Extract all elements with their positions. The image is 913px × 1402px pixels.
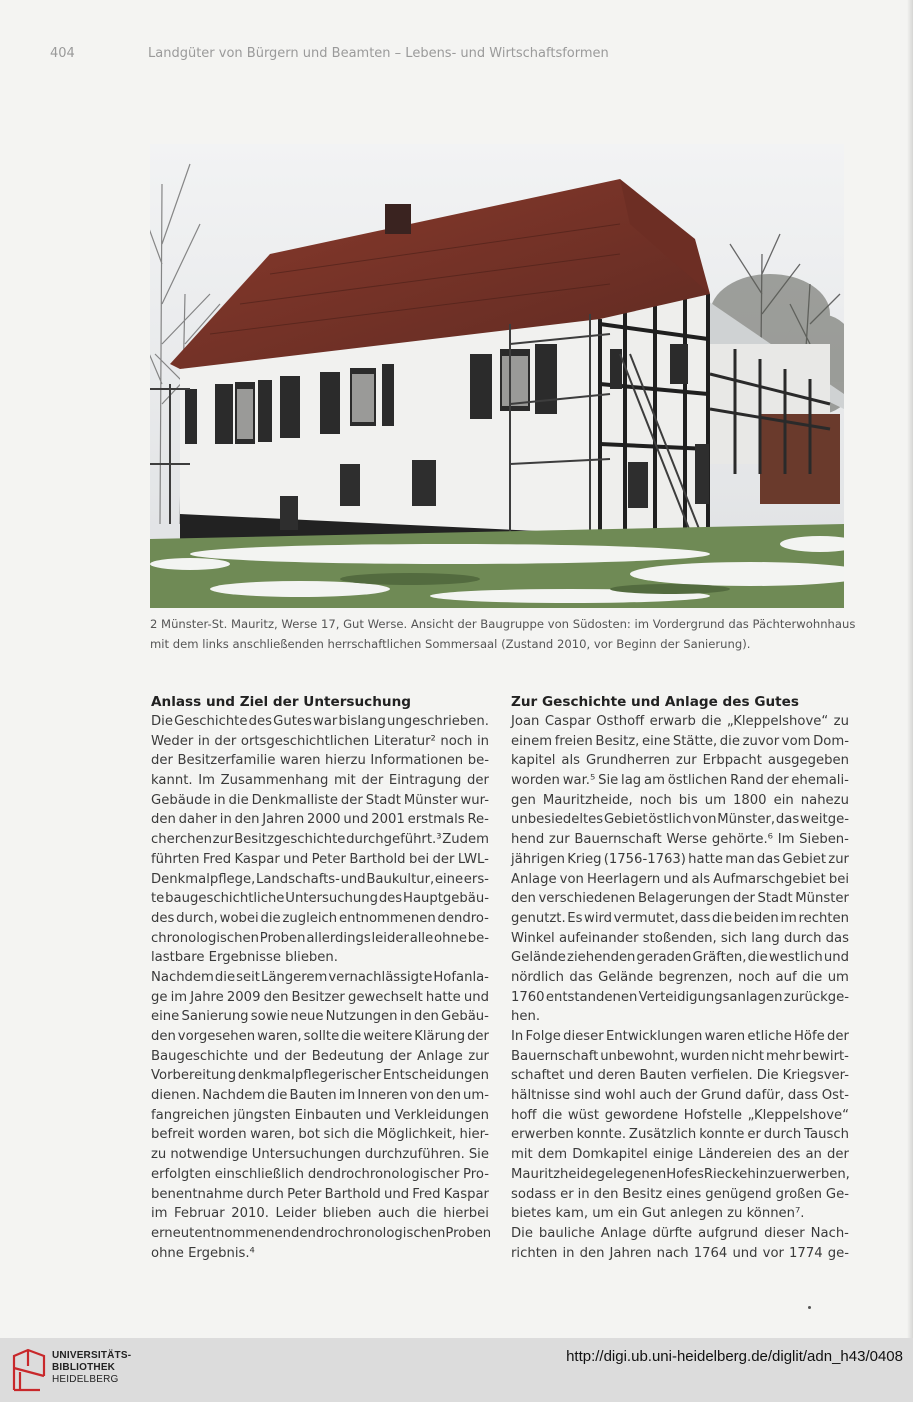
text-line: Nachdem die seit Längerem vernachlässigte Hofanla- <box>151 969 489 985</box>
text-line: der Besitzerfamilie waren hierzu Informationen be- <box>151 753 489 769</box>
caption-line: mit dem links anschließenden herrschaftlichen Sommersaal (Zustand 2010, vor Beginn der Sanierung). <box>150 637 751 651</box>
text-line: hoff die wüst gewordene Hofstelle „Kleppelshove“ <box>511 1107 849 1123</box>
text-line: Winkel aufeinander stoßenden, sich lang durch das <box>511 930 849 946</box>
text-line: führten Fred Kaspar und Peter Barthold bei der LWL- <box>151 851 489 867</box>
text-line: genutzt. Es wird vermutet, dass die beiden im rechten <box>511 910 849 926</box>
text-line: Weder in der ortsgeschichtlichen Literatur² noch in <box>151 733 489 749</box>
text-line: erfolgten einschließlich dendrochronologischer Pro- <box>151 1166 489 1182</box>
text-line: unbesiedeltes Gebiet östlich von Münster, das weitge- <box>511 812 849 828</box>
library-name <box>52 1350 131 1386</box>
text-line: kapitel als Grundherren zur Erbpacht ausgegeben <box>511 753 849 769</box>
figure-caption <box>150 614 856 654</box>
section-heading-geschichte: Zur Geschichte und Anlage des Gutes <box>511 694 799 710</box>
text-line: dienen. Nachdem die Bauten im Inneren von den um- <box>151 1088 489 1104</box>
text-line: gen Mauritzheide, noch bis um 1800 ein nahezu <box>511 792 849 808</box>
text-line: des durch, wobei die zugleich entnommenen dendro- <box>151 910 489 926</box>
text-line: te baugeschichtliche Untersuchung des Hauptgebäu- <box>151 891 489 907</box>
text-line: In Folge dieser Entwicklungen waren etliche Höfe der <box>511 1029 849 1044</box>
text-line: fangreichen jüngsten Einbauten und Verkleidungen <box>151 1107 489 1123</box>
library-logo-icon <box>10 1346 48 1394</box>
text-line: Mauritzheide gelegenen Hofes Riecke hinzuerwerben, <box>511 1166 850 1182</box>
text-line: im Februar 2010. Leider blieben auch die hierbei <box>151 1206 489 1222</box>
text-line: Baugeschichte und der Bedeutung der Anlage zur <box>151 1048 489 1064</box>
text-line: nördlich das Gelände begrenzen, noch auf die um <box>511 969 849 985</box>
text-line: den daher in den Jahren 2000 und 2001 erstmals Re- <box>151 812 489 828</box>
stray-mark <box>808 1306 811 1309</box>
text-line: erneut entnommenen dendrochronologischen Proben <box>151 1225 492 1241</box>
text-line: erwerben konnte. Zusätzlich konnte er durch Tausch <box>511 1127 849 1143</box>
text-line: 1760 entstandenen Verteidigungsanlagen zurückge- <box>511 989 849 1005</box>
page-edge <box>907 0 913 1338</box>
text-line: zu notwendige Untersuchungen durchzuführen. Sie <box>151 1147 489 1163</box>
text-line: mit dem Domkapitel einige Ländereien des an der <box>511 1147 849 1163</box>
figure-photo <box>150 144 844 608</box>
text-line: Die bauliche Anlage dürfte aufgrund dieser Nach- <box>511 1225 849 1241</box>
text-line: bietes kam, um ein Gut anlegen zu können⁷. <box>511 1206 805 1222</box>
text-line: Gelände ziehenden geraden Gräften, die westlich und <box>511 950 849 966</box>
right-column-body <box>511 712 849 1263</box>
text-line: jährigen Krieg (1756-1763) hatte man das Gebiet zur <box>511 851 849 867</box>
text-line: den vorgesehen waren, sollte die weitere Klärung der <box>151 1029 489 1044</box>
left-column <box>151 692 492 1263</box>
text-line: sodass er in den Besitz eines genügend großen Ge- <box>511 1186 849 1202</box>
text-line: befreit worden waren, bot sich die Möglichkeit, hier- <box>151 1127 489 1143</box>
section-heading-anlass: Anlass und Ziel der Untersuchung <box>151 694 412 710</box>
left-column-body <box>151 712 492 1263</box>
text-line: Vorbereitung denkmalpflegerischer Entscheidungen <box>151 1068 489 1084</box>
text-line: benentnahme durch Peter Barthold und Fred Kaspar <box>151 1186 489 1202</box>
footer-bar <box>0 1338 913 1402</box>
caption-line: 2 Münster-St. Mauritz, Werse 17, Gut Werse. Ansicht der Baugruppe von Südosten: im Vordergrund das Pächterwohnhaus <box>150 617 856 631</box>
text-line: Bauernschaft unbewohnt, wurden nicht mehr bewirt- <box>511 1048 849 1064</box>
source-url[interactable]: http://digi.ub.uni-heidelberg.de/diglit/adn_h43/0408 <box>566 1348 903 1365</box>
text-line: Denkmalpflege, Landschafts- und Baukultur, eine ers- <box>151 871 489 887</box>
text-line: chronologischen Proben allerdings leider alle ohne be- <box>151 930 489 946</box>
text-line: hend zur Bauernschaft Werse gehörte.⁶ Im Sieben- <box>511 832 849 848</box>
page-number: 404 <box>50 46 75 61</box>
text-line: Anlage von Heerlagern und als Aufmarschgebiet bei <box>511 871 849 887</box>
text-line: eine Sanierung sowie neue Nutzungen in den Gebäu- <box>151 1009 489 1025</box>
text-line: Gebäude in die Denkmalliste der Stadt Münster wur- <box>151 792 489 808</box>
text-line: hen. <box>511 1009 541 1025</box>
text-line: den verschiedenen Belagerungen der Stadt Münster <box>511 891 849 907</box>
text-line: einem freien Besitz, eine Stätte, die zuvor vom Dom- <box>511 733 849 749</box>
text-line: richten in den Jahren nach 1764 und vor 1774 ge- <box>511 1245 849 1261</box>
library-line: BIBLIOTHEK <box>52 1362 116 1373</box>
text-line: Joan Caspar Osthoff erwarb die „Kleppelshove“ zu <box>511 714 849 729</box>
text-line: ge im Jahre 2009 den Besitzer gewechselt hatte und <box>151 989 489 1005</box>
text-line: hältnisse sind wohl auch der Grund dafür, dass Ost- <box>511 1088 849 1104</box>
right-column <box>511 692 849 1263</box>
text-line: Die Geschichte des Gutes war bislang ungeschrieben. <box>151 714 489 729</box>
library-line: UNIVERSITÄTS- <box>52 1350 132 1361</box>
text-line: ohne Ergebnis.⁴ <box>151 1245 255 1261</box>
running-title: Landgüter von Bürgern und Beamten – Lebens- und Wirtschaftsformen <box>148 46 609 61</box>
text-line: lastbare Ergebnisse blieben. <box>151 950 338 966</box>
text-line: schaftet und deren Bauten verfielen. Die Kriegsver- <box>511 1068 849 1084</box>
library-line: HEIDELBERG <box>52 1374 119 1385</box>
text-line: worden war.⁵ Sie lag am östlichen Rand der ehemali- <box>511 773 849 789</box>
text-line: kannt. Im Zusammenhang mit der Eintragung der <box>151 773 489 789</box>
text-line: cherchen zur Besitzgeschichte durchgeführt.³ Zudem <box>151 832 489 848</box>
